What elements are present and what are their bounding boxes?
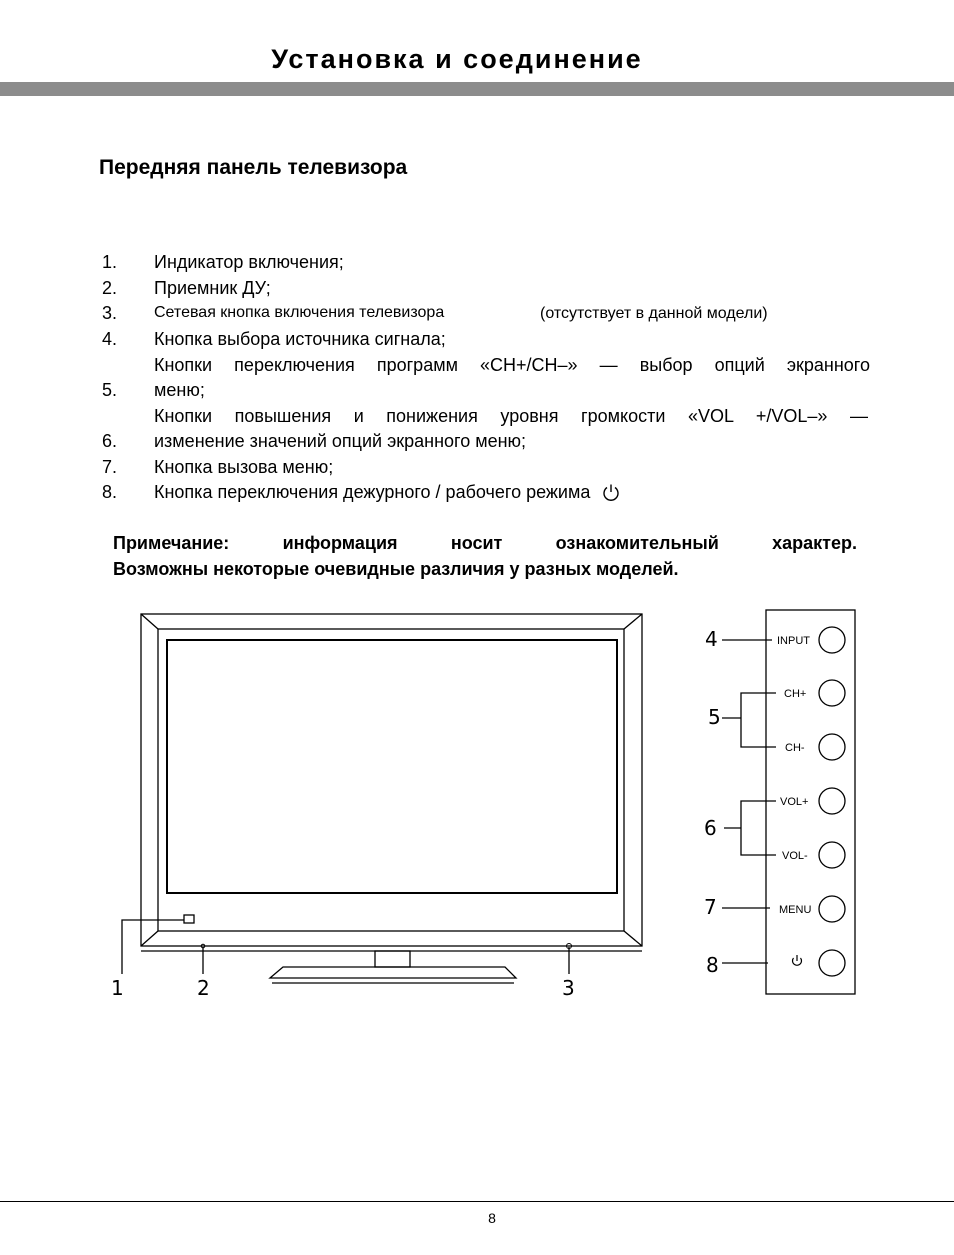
section-title: Передняя панель телевизора: [99, 156, 408, 179]
ch-plus-label: CH+: [784, 688, 807, 700]
tv-stand-neck: [375, 951, 410, 967]
list-number: 4.: [102, 329, 118, 349]
list-item-absent-note: (отсутствует в данной модели): [540, 305, 768, 322]
tv-stand-base: [270, 967, 516, 978]
list-number: 1.: [102, 252, 118, 272]
list-item-menu-button: Кнопка вызова меню;: [154, 457, 334, 477]
callout-7: 7: [704, 895, 717, 919]
list-item-power-indicator: Индикатор включения;: [154, 252, 344, 272]
page-number: 8: [488, 1210, 496, 1226]
ch-minus-button: [819, 734, 845, 760]
vol-minus-label: VOL-: [782, 850, 808, 862]
standby-button: [819, 950, 845, 976]
vol-plus-button: [819, 788, 845, 814]
ch-plus-button: [819, 680, 845, 706]
list-item-volume-buttons-cont: изменение значений опций экранного меню;: [154, 431, 527, 451]
footer-divider: [0, 1201, 954, 1202]
callout-3: 3: [562, 976, 575, 1000]
vol-minus-button: [819, 842, 845, 868]
tv-screen: [167, 640, 617, 893]
tv-inner-bezel: [158, 629, 624, 931]
input-label: INPUT: [777, 635, 810, 647]
list-item-remote-receiver: Приемник ДУ;: [154, 278, 271, 298]
list-number: 7.: [102, 457, 118, 477]
callout-4: 4: [705, 627, 718, 651]
callout-6: 6: [704, 816, 717, 840]
list-item-volume-buttons: Кнопки повышения и понижения уровня громкости «VOL +/VOL–» —: [154, 406, 868, 426]
callout-5: 5: [708, 705, 721, 729]
menu-label: MENU: [779, 904, 812, 916]
vol-plus-label: VOL+: [780, 796, 809, 808]
note-line-1: Примечание: информация носит ознакомительный характер.: [113, 533, 857, 553]
list-number: 2.: [102, 278, 118, 298]
menu-button: [819, 896, 845, 922]
power-indicator-led: [184, 915, 194, 923]
ch-minus-label: CH-: [785, 742, 805, 754]
list-number: 5.: [102, 380, 118, 400]
list-item-channel-buttons-cont: меню;: [154, 380, 205, 400]
list-item-standby-label: Кнопка переключения дежурного / рабочего режима: [154, 482, 591, 502]
callout-8: 8: [706, 953, 719, 977]
list-item-network-power-button: Сетевая кнопка включения телевизора: [154, 304, 445, 321]
page-title: Установка и соединение: [271, 44, 643, 74]
callout-2: 2: [197, 976, 210, 1000]
tv-outer-frame: [141, 614, 642, 946]
list-number: 6.: [102, 431, 118, 451]
callout-1: 1: [111, 976, 124, 1000]
list-item-input-button: Кнопка выбора источника сигнала;: [154, 329, 446, 349]
list-number: 3.: [102, 303, 118, 323]
list-item-channel-buttons: Кнопки переключения программ «CH+/CH–» — выбор опций экранного: [154, 355, 870, 375]
list-number: 8.: [102, 482, 118, 502]
input-button: [819, 627, 845, 653]
note-line-2: Возможны некоторые очевидные различия у разных моделей.: [113, 559, 679, 579]
